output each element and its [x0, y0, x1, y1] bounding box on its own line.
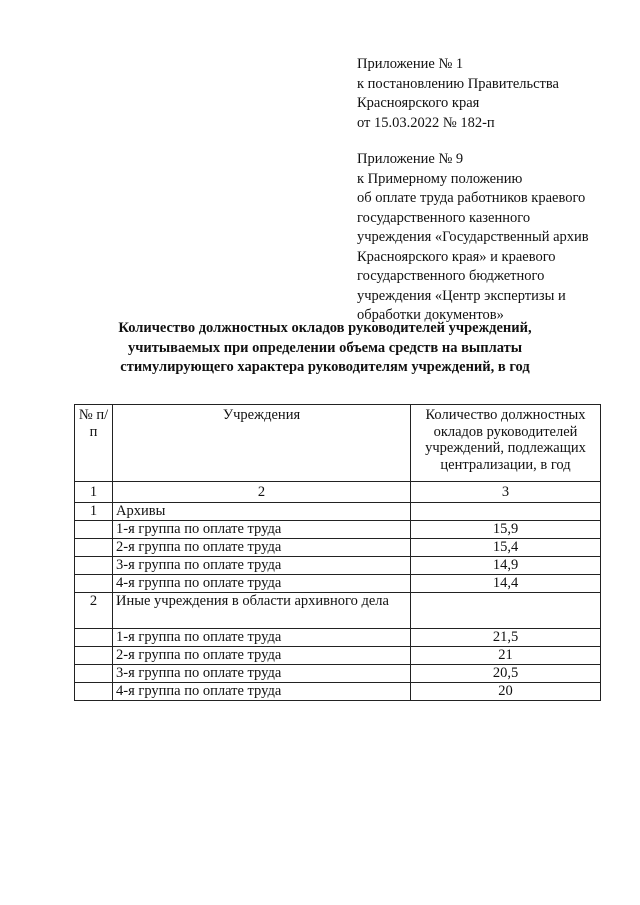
group-name: 4-я группа по оплате труда — [113, 574, 411, 592]
appendix-9-line: государственного казенного — [357, 209, 531, 226]
group-value: 21 — [411, 646, 601, 664]
title-line: Количество должностных окладов руководителей учреждений, — [118, 320, 532, 336]
group-name: 3-я группа по оплате труда — [113, 556, 411, 574]
group-value: 20,5 — [411, 664, 601, 682]
group-name: 1-я группа по оплате труда — [113, 520, 411, 538]
appendix-9-line: Приложение № 9 — [357, 151, 464, 167]
section-name: Иные учреждения в области архивного дела — [113, 592, 411, 628]
appendix-1-line: Приложение № 1 — [357, 56, 464, 72]
column-number: 3 — [411, 482, 601, 503]
section-number: 1 — [75, 502, 113, 520]
appendix-1-line: к постановлению Правительства — [357, 75, 559, 92]
title-line: стимулирующего характера руководителям учреждений, в год — [120, 359, 530, 375]
group-name: 4-я группа по оплате труда — [113, 682, 411, 700]
appendix-9-line: Красноярского края» и краевого — [357, 248, 556, 265]
header-institutions: Учреждения — [113, 405, 411, 482]
title-line: учитываемых при определении объема средств на выплаты — [127, 339, 523, 356]
appendix-9-line: учреждения «Центр экспертизы и — [357, 287, 566, 304]
appendix-9-block — [357, 150, 627, 326]
group-value: 14,9 — [411, 556, 601, 574]
allocation-table — [74, 404, 601, 701]
appendix-9-line: обработки документов» — [357, 307, 504, 323]
group-name: 1-я группа по оплате труда — [113, 628, 411, 646]
header-salary-count: Количество должностных окладов руководителей учреждений, подлежащих централизации, в год — [411, 405, 601, 482]
group-value: 14,4 — [411, 574, 601, 592]
table-row — [75, 520, 601, 538]
table-row — [75, 682, 601, 700]
document-title — [60, 319, 590, 378]
appendix-1-line: от 15.03.2022 № 182-п — [357, 114, 495, 131]
group-value: 21,5 — [411, 628, 601, 646]
group-name: 3-я группа по оплате труда — [113, 664, 411, 682]
table-header-row — [75, 405, 601, 482]
appendix-9-line: государственного бюджетного — [357, 268, 545, 284]
section-value — [411, 592, 601, 628]
table-row — [75, 556, 601, 574]
group-value: 15,4 — [411, 538, 601, 556]
group-value: 20 — [411, 682, 601, 700]
appendix-9-line: учреждения «Государственный архив — [357, 229, 589, 245]
header-number: № п/п — [75, 405, 113, 482]
table-row — [75, 664, 601, 682]
section-value — [411, 502, 601, 520]
table-row — [75, 538, 601, 556]
group-value: 15,9 — [411, 520, 601, 538]
table-row — [75, 646, 601, 664]
appendix-9-line: об оплате труда работников краевого — [357, 190, 586, 206]
section-name: Архивы — [113, 502, 411, 520]
section-number: 2 — [75, 592, 113, 628]
column-number: 2 — [113, 482, 411, 503]
appendix-9-line: к Примерному положению — [357, 170, 523, 187]
appendix-1-block — [357, 55, 627, 133]
column-number-row — [75, 482, 601, 503]
group-name: 2-я группа по оплате труда — [113, 646, 411, 664]
column-number: 1 — [75, 482, 113, 503]
table-row — [75, 574, 601, 592]
appendix-1-line: Красноярского края — [357, 95, 480, 111]
group-name: 2-я группа по оплате труда — [113, 538, 411, 556]
section-row — [75, 502, 601, 520]
table-row — [75, 628, 601, 646]
section-row — [75, 592, 601, 628]
